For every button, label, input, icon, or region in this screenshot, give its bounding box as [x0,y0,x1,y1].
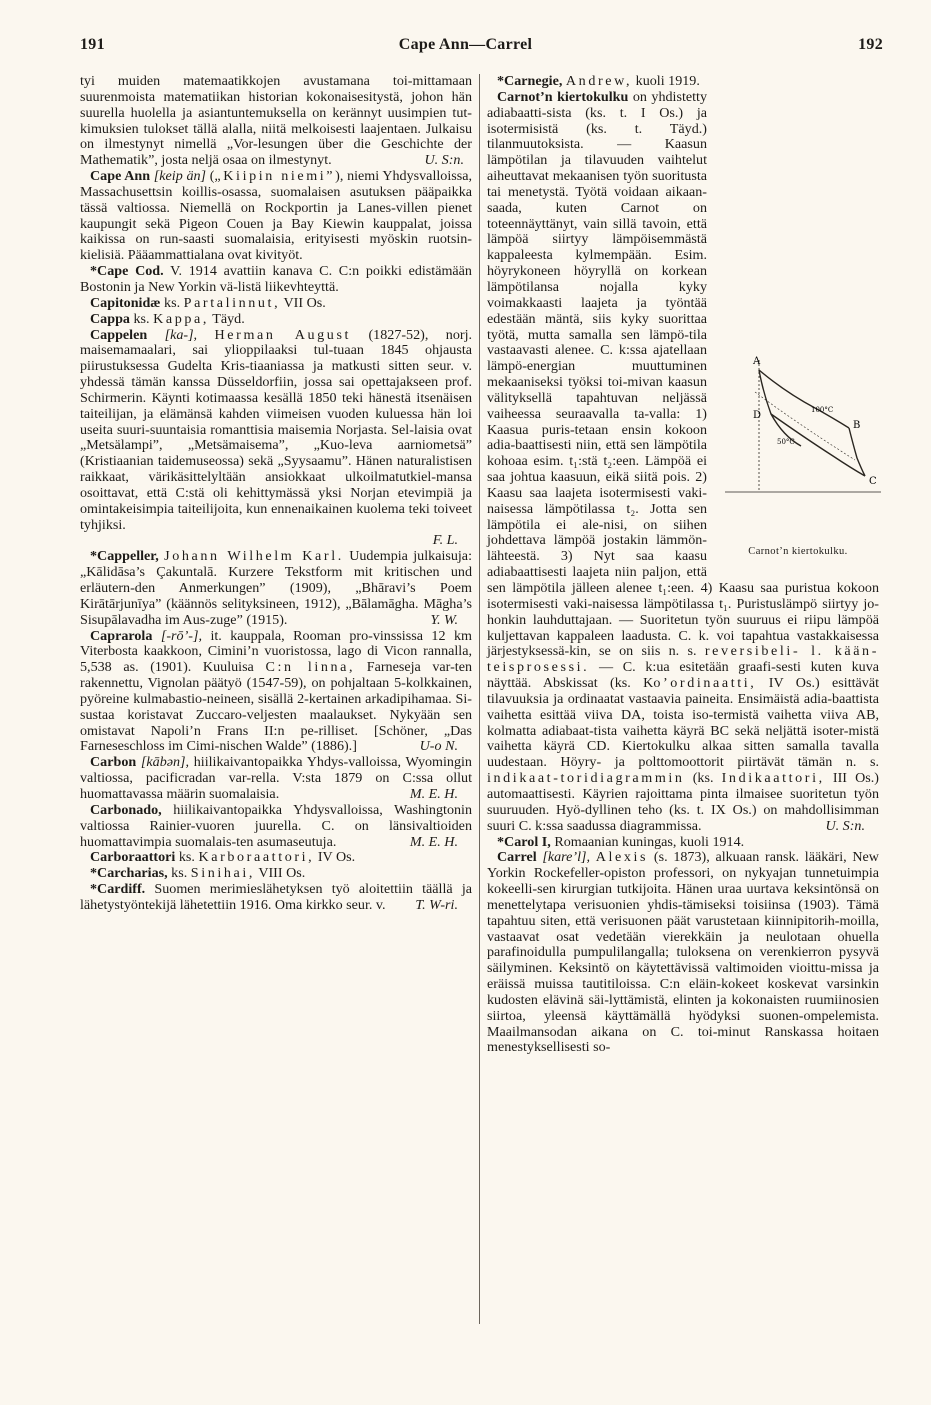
entry-carrel: Carrel [kare’l], Alexis (s. 1873), alkuaan ransk. lääkäri, New Yorkin Rockefeller-opiston professori, on nykyajan tunnetuimpia kokeelli-sen kirurgian tutkijoita. Hänen uraa uurtava keksintönsä on menettelytapa verisuonien yhdis-tämiseksi toisiinsa (1903). Tämä tapahtuu siten, että verisuonen päät varustetaan kiinnipitorih-moilla, vastaavat osat vedetään vierekkäin ja neulotaan ohuella parafinoidulla pumpulilangalla; tuloksena on verenkierron pysyvä säilyminen. Keksintö on käytettävissä valtimoiden vioittu-missa ja eräissä muissa tautitiloissa. C:n eläin-kokeet koskevat varsinkin kudosten elävinä säi-lyttämistä, elinten ja kokonaisten ruumiinosien siirtoa, yleensä käyttämällä hyödyksi suonen-ompelemista. Maailmansodan aikana on C. toi-minut Ranskassa hoitaen menestyksellisesti so- [487,849,879,1056]
left-column [80,74,472,914]
entry-cappelen: Cappelen [ka-], Herman August (1827-52), norj. maisemamaalari, sai ylioppilaaksi tul-tuaan 1845 ohjausta piirustuksessa Gudelta Kris-tiaaniassa ja matkusti sitten seur. v. yhdessä tämän kanssa Düsseldorfiin, jossa sai opettajakseen prof. Schirmerin. Käynti kotimaassa kesällä 1850 teki hänestä itsenäisen taiteilijan, ja elämänsä kahden viimeisen vuoden kuluessa hän loi useita suuri-suuntaisia romanttisia maisemia Norjasta. Sel-laisia ovat „Metsälampi”, „Metsämaisema”, „Kuo-leva aarniometsä” (Kristiaanian taidemuseossa) sekä „Syysaamu”. Hänen naturalistisen raikkaat, värikäsittelyltään ansiokkaat ulkoilmatutkiel-mansa osoittavat, että C:stä oli kehittymässä yksi Norjan etevimpiä ja omintakeisimpia taiteilijoita, kun ennenaikainen kuolema teki toiveet tyhjiksi. [80,326,473,533]
running-title: Cape Ann—Carrel [398,36,533,53]
author-signature: M. E. H. [409,785,458,802]
page-number-left: 191 [80,36,105,53]
entry-cappa: Cappa ks. Kappa, Täyd. [90,310,245,327]
headword: *Cappeller, [90,548,159,565]
isotherm-AB [759,370,849,428]
author-signature: F. L. [432,532,458,549]
headword: Capitonidæ [90,294,161,311]
entry-caprarola: Caprarola [-rō’-], it. kauppala, Rooman pro-vinssissa 12 km Viterbosta kaakkoon, Cimini’n vuoristossa, lago di Vicon rannalla, 5,538 as. (1901). Kuuluisa C:n linna, Farneseja var-ten rakennettu, Vignolan päätyö (1547-59), on pohjaltaan 5-kolkkainen, pyöreine kulmabastio-neineen, sisällä 2-kertainen arkadipihamaa. Si-sustaa koristavat Zuccaro-veljesten maalaukset. Nykyään sen omistavat Napoli’n Frans II:n pe-rilliset. [Schöner, „Das Farneseschloss im Cimi-nischen Walde” (1886).] U-o N. [80,627,472,755]
headword: Carboraattori [90,849,176,866]
entry-cappeller: *Cappeller, Johann Wilhelm Karl. Uudempia julkaisuja: „Kālidāsa’s Çakuntalā. Kurzere Tekstform mit kritischen und erläutern-den Anmerkungen” (1909), „Bhāravi’s Poem Kirātārjunīya” (käännös selityksineen, 1912), „Bālamāgha. Māgha’s Sisupālavadha im Aus-zuge” (1915). Y. W. [80,548,472,628]
entry-carcharias: *Carcharias, ks. Sinihai, VIII Os. [90,865,306,882]
headword: Cappa [90,310,130,327]
entry-carnot: Carnot’n kiertokulku on yhdistetty adiabaatti-sista (ks. t. I Os.) ja isotermisistä (ks. t. Täyd.) tilanmuutoksista. — Kaasun lämpötilan ja tilavuuden vaihtelut aiheuttavat mekaanisen työn suoritusta tai menetystä. Työtä voidaan aikaan-saada, kuten Carnot on toteennäyttänyt, vain sillä tavoin, että lämpöä siirtyy lämpöisemmästä kappaleesta kylmempään. Esim. höyrykoneen höyryllä on korkean lämpötilansa nojalla kyky voimakkaasti laajeta ja työntää edestään mäntä, siis kyky suorittaa työtä, mutta samalla sen lämpö-tila vastaavasti alenee. C. k:ssa ajatellaan lämpö-energian muuttuminen mekaaniseksi työksi toi-mivan kaasun välityksellä tapahtuvan neljässä vaiheessa seuraavalla ta-valla: 1) Kaasua puris-tetaan ensin kokoon adia-baattisesti niin, että sen lämpötila kohoaa esim. t₁:stä t₂:een. Lämpöä ei saa johtua kaasuun, eikä siitä pois. 2) Kaasu saa laajeta isotermisesti vaki-naisessa lämpötilassa t₂. Jotta sen lämpötila ei ale-nisi, on siihen johdettava lämpöä jostakin lämmön-lähteestä. 3) Nyt saa kaasu adiabaattisesti laajeta niin paljon, että sen lämpötila jälleen alenee t₁:een. 4) Kaasu saa puristua kokoon isotermisesti vaki-naisessa lämpötilassa t₁. Puristuslämpö siirtyy jo-honkin lauhduttajaan. — Suoritetun työn suuruus ei riipu lämpöä kuljettavan kappaleen laadusta. C. k. voi tapahtua vastakkaisessa järjestyksessä-kin, se on siis n. s. reversibeli- l. kään-teisprosessi. — C. k:ua esitetään graafi-sesti kuten kuva näyttää. Abskissat (ks. Ko’ordinaatti, IV Os.) esittävät tilavuuksia ja ordinaatat vastaavia paineita. Ensimäistä adia-baattista vaihetta esittää viiva DA, toista iso-termistä vaihetta viiva AB, kolmatta adiabaat-tista vaihetta käyrä BC sekä neljättä isoter-mistä vaihetta käyrä CD. Kiertokulku alkaa sitten samalla tavalla uudestaan. Höyry- ja polttomoottorit piirtävät tämän n. s. indikaat-toridiagrammin (ks. Indikaattori, III Os.) automaattisesti. Käyrien rajoittama pinta ilmaisee suoritetun työn suuruuden. Hyö-dyllinen teho (ks. t. IX Os.) on mahdollisimman suuri C. k:ssa saadussa diagrammissa. U. S:n. [487,88,880,834]
carnot-diagram [715,352,881,542]
right-column [487,74,879,1056]
adiabat-BC [849,428,865,476]
headword: Cappelen [90,326,148,343]
author-signature: Y. W. [430,611,458,628]
cross-reference-link[interactable]: Kappa, [153,310,209,327]
page-number-right: 192 [858,36,883,53]
cross-reference-link[interactable]: Partalinnut, [183,294,281,311]
headword: *Cardiff. [90,881,146,898]
entry-carbonado: Carbonado, hiilikaivantopaikka Yhdysvalloissa, Washingtonin valtiossa Rainier-vuoren juurella. C. on länsivaltioiden huomattavimpia suomalais-ten asumaseutuja. M. E. H. [80,801,472,850]
figure-caption: Carnot’n kiertokulku. [748,545,848,557]
entry-cape-cod: *Cape Cod. V. 1914 avattiin kanava C. C:n poikki edistämään Bostonin ja New Yorkin vä-listä liikevhteyttä. [80,263,472,295]
label-c: C [869,475,877,487]
headword: Carnot’n kiertokulku [497,88,629,105]
cross-reference-link[interactable]: Sinihai, [190,865,256,882]
entry-carbon: Carbon [kābən], hiilikaivantopaikka Yhdys-valloissa, Wyomingin valtiossa, pacificradan var-rella. V:sta 1879 on C:ssa ollut huomattavassa määrin suomalaisia. M. E. H. [80,754,472,802]
cross-reference-link[interactable]: Karboraattori, [198,849,315,866]
author-signature: U-o N. [419,738,458,755]
carnot-cycle-figure [715,352,881,570]
entry-carboraattori: Carboraattori ks. Karboraattori, IV Os. [90,849,356,866]
headword: Carbon [90,754,137,771]
headword: Caprarola [90,627,153,644]
author-signature: U. S:n. [825,817,865,834]
author-signature: M. E. H. [409,833,458,850]
adiabat-DA [759,370,801,446]
headword: *Carcharias, [90,865,168,882]
entry-cape-ann: Cape Ann [keip än] („Kiipin niemi”), niemi Yhdysvalloissa, Massachusettsin koillis-osassa, suomalaisen asutuksen pääpaikka tässä valtiossa. Niemellä on Rockportin ja Lanes-villen pienet kaupungit sekä Pigeon Couen ja Bay Kiewin kauppalat, joissa kaikissa on run-saasti suomalaisia, erityisesti myöskin ruotsin-kielisiä. Pääammattialana ovat kivityöt. [80,168,472,264]
entry-cardiff: *Cardiff. Suomen merimieslähetyksen työ aloitettiin täällä ja lähetystyöntekijä lähetettiin 1916. Oma kirkko seur. v. T. W-ri. [80,881,472,913]
headword: *Carol I, [497,833,551,850]
headword: *Cape Cod. [90,263,164,280]
label-50c: 50°C [777,437,795,446]
label-100c: 100°C [811,405,834,414]
entry-capitonidae: Capitonidæ ks. Partalinnut, VII Os. [90,294,326,311]
entry-continuation: tyi muiden matemaatikkojen avustamana toi-mittamaan suurenmoista matematiikan historian kokonaisesitystä, johon hän suurella huolella ja asiantuntemuksella on kerännyt uusimpien tut-kimuksien tulokset tällä alalla, niitä melkoisesti laajentaen. Julkaisu on ilmestynyt nimellä „Vor-lesungen über die Geschichte der Mathematik”, josta neljä osaa on ilmestynyt. U. S:n. [80,73,472,169]
headword: Carbonado, [90,801,162,818]
column-divider [479,74,480,1324]
entry-carnegie: *Carnegie, Andrew, kuoli 1919. [497,73,700,89]
headword: Cape Ann [90,168,151,185]
headword: *Carnegie, [497,73,563,89]
label-b: B [853,419,861,431]
label-d: D [753,409,762,421]
headword: Carrel [497,849,537,866]
cross-reference-link[interactable]: Indikaattori, [721,770,825,787]
entry-carol: *Carol I, Romaanian kuningas, kuoli 1914. [497,833,745,850]
author-signature: T. W-ri. [415,896,458,913]
label-a: A [753,355,761,367]
